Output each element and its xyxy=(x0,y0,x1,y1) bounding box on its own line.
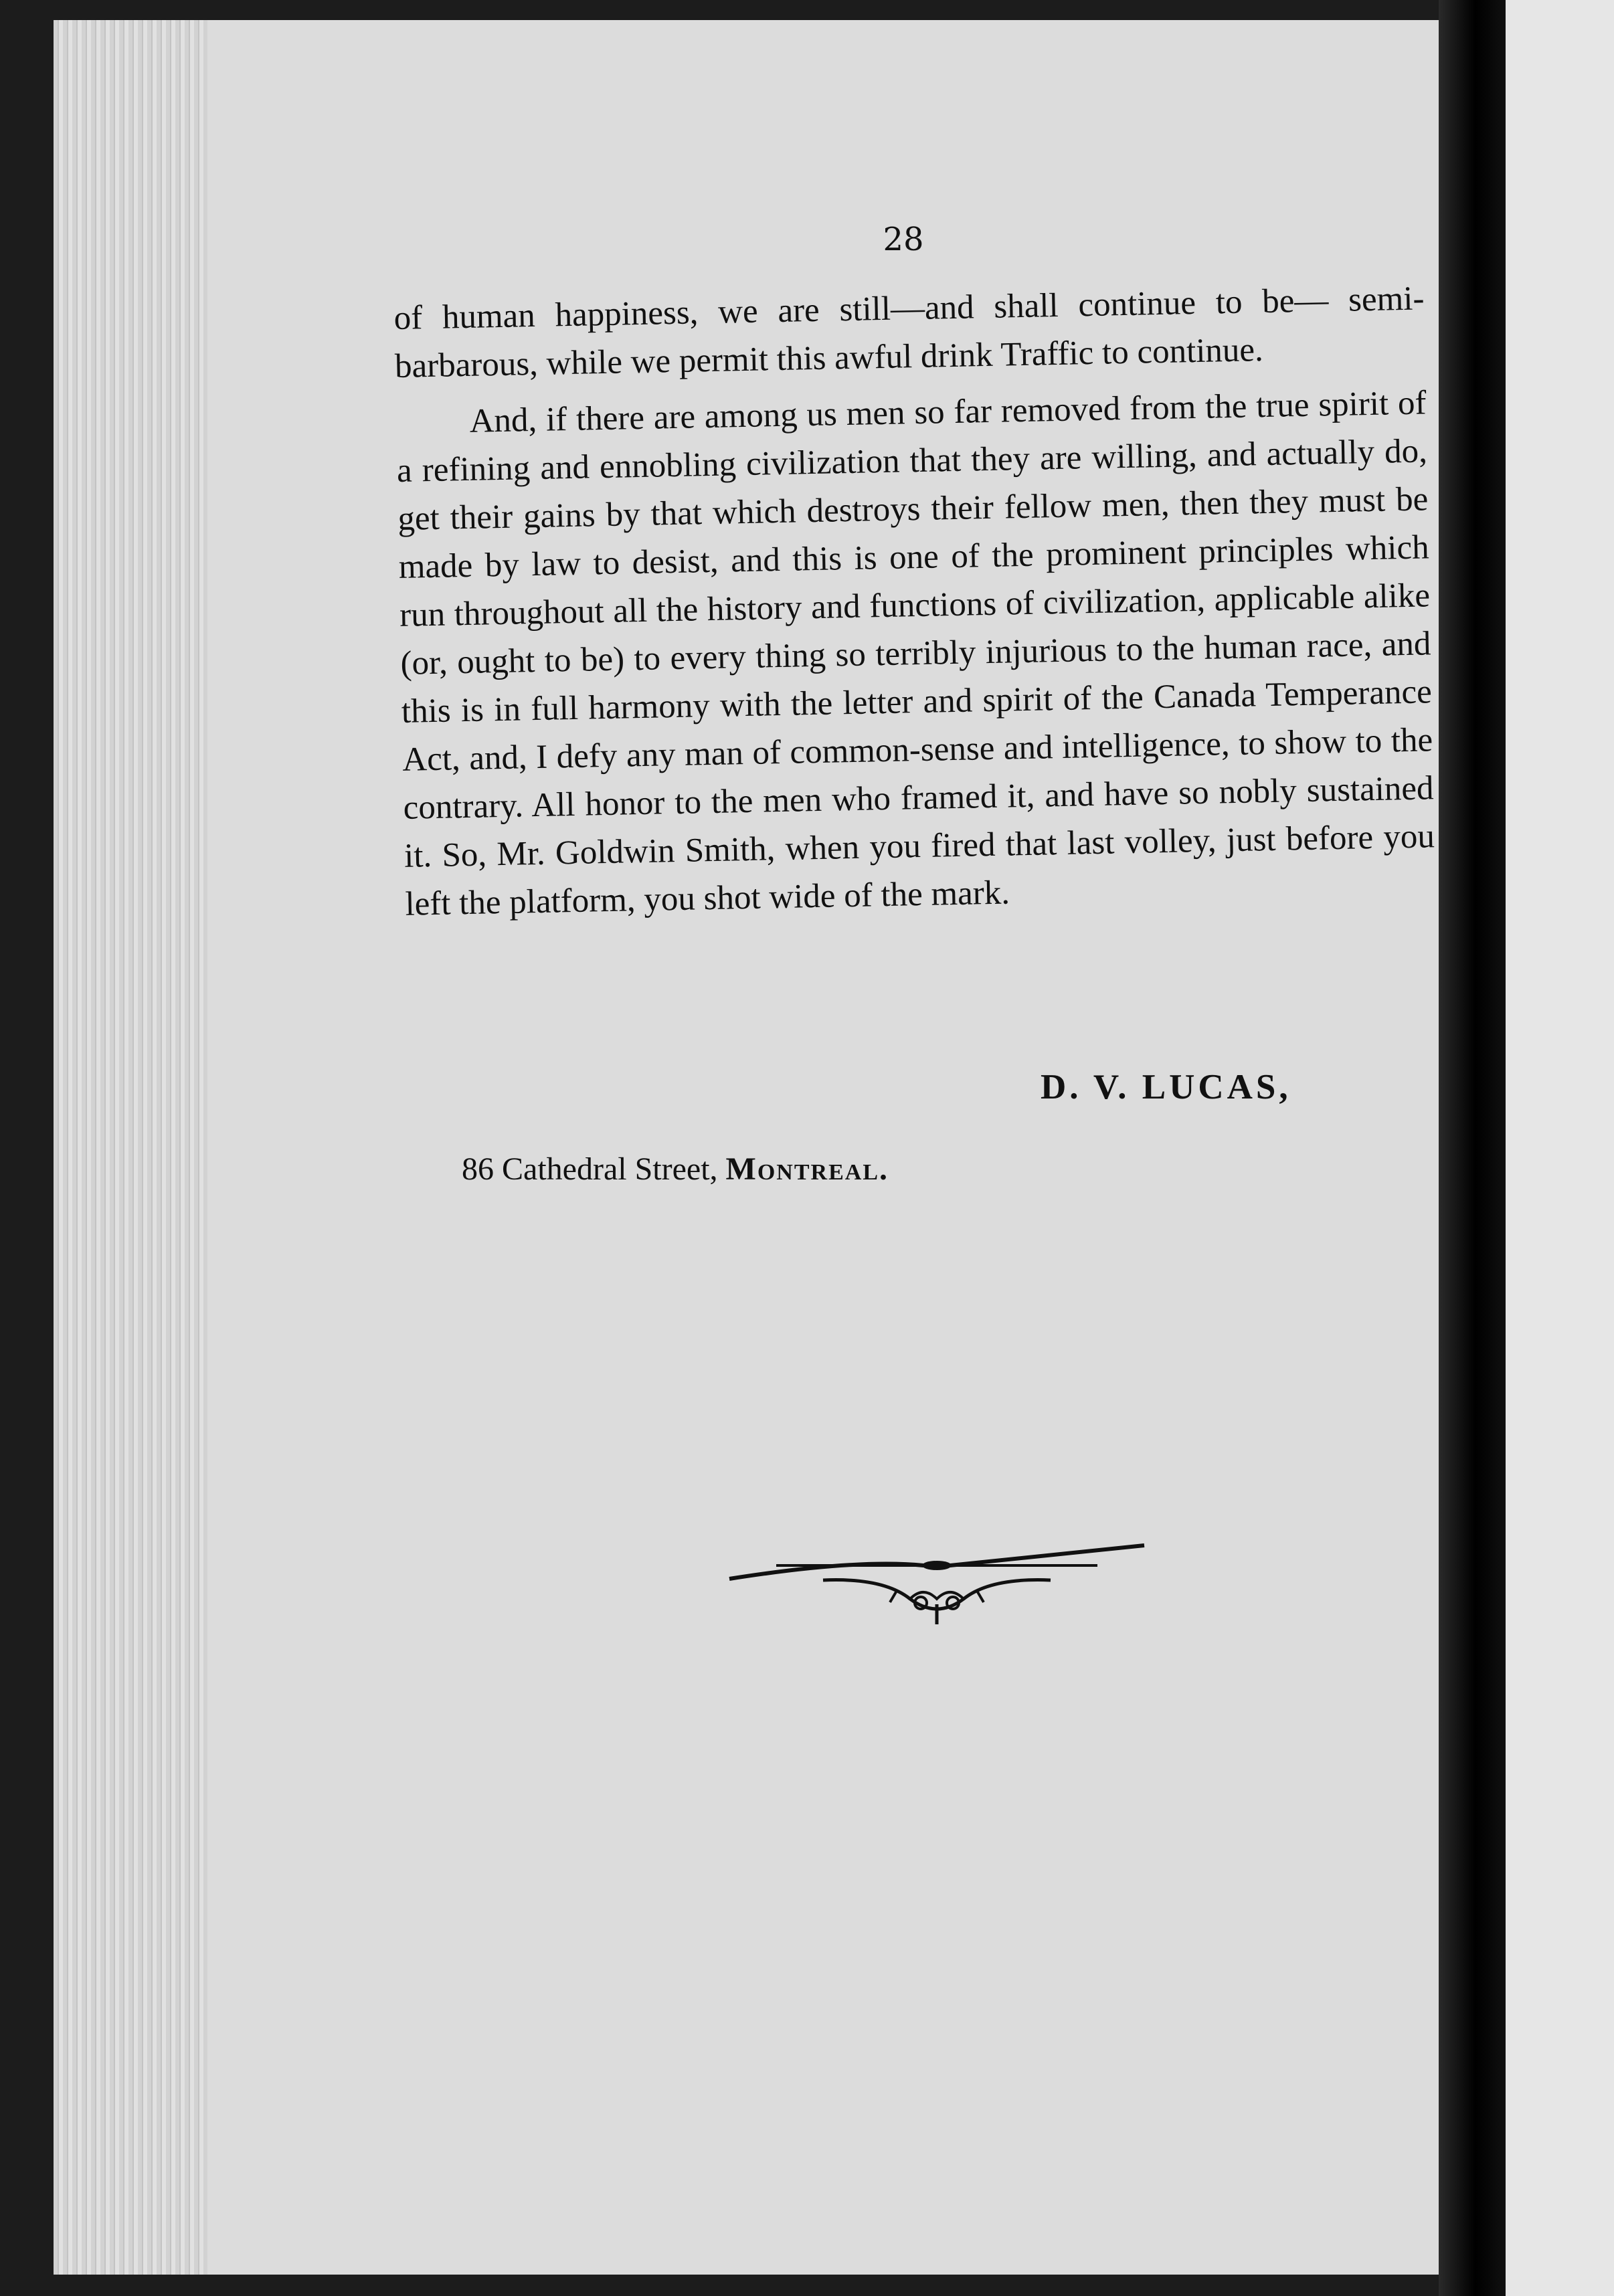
body-text xyxy=(393,274,1436,928)
book-gutter xyxy=(1439,0,1512,2296)
page-stack-edges xyxy=(54,20,207,2275)
adjacent-page-rule xyxy=(1506,0,1614,2296)
decorative-scroll-icon xyxy=(723,1539,1151,1632)
paragraph: of human happiness, we are still—and shall continue to be— semi-barbarous, while we permit this awful drink Traffic to continue. xyxy=(393,280,1425,385)
address-street: 86 Cathedral Street, xyxy=(462,1151,726,1187)
page-number: 28 xyxy=(883,221,924,258)
paragraph: And, if there are among us men so far removed from the true spirit of a refining and ennobling civilization that they are willing, and actually do, get their gains by that which destroys their fellow men, then they must be made by law to desist, and this is one of the prominent principles which run throughout all the history and functions of civilization, applicable alike (or, ought to be) to every thing so terribly injurious to the human race, and this is in full harmony with the letter and spirit of the Canada Temperance Act, and, I defy any man of common-sense and intelligence, to show to the contrary. All honor to the men who framed it, and have so nobly sustained it. So, Mr. Goldwin Smith, when you fired that last volley, just before you left the platform, you shot wide of the mark. xyxy=(396,384,1435,923)
address-city: Montreal. xyxy=(725,1151,889,1187)
author-address xyxy=(462,1151,889,1187)
author-signature: D. V. LUCAS, xyxy=(1041,1068,1291,1107)
